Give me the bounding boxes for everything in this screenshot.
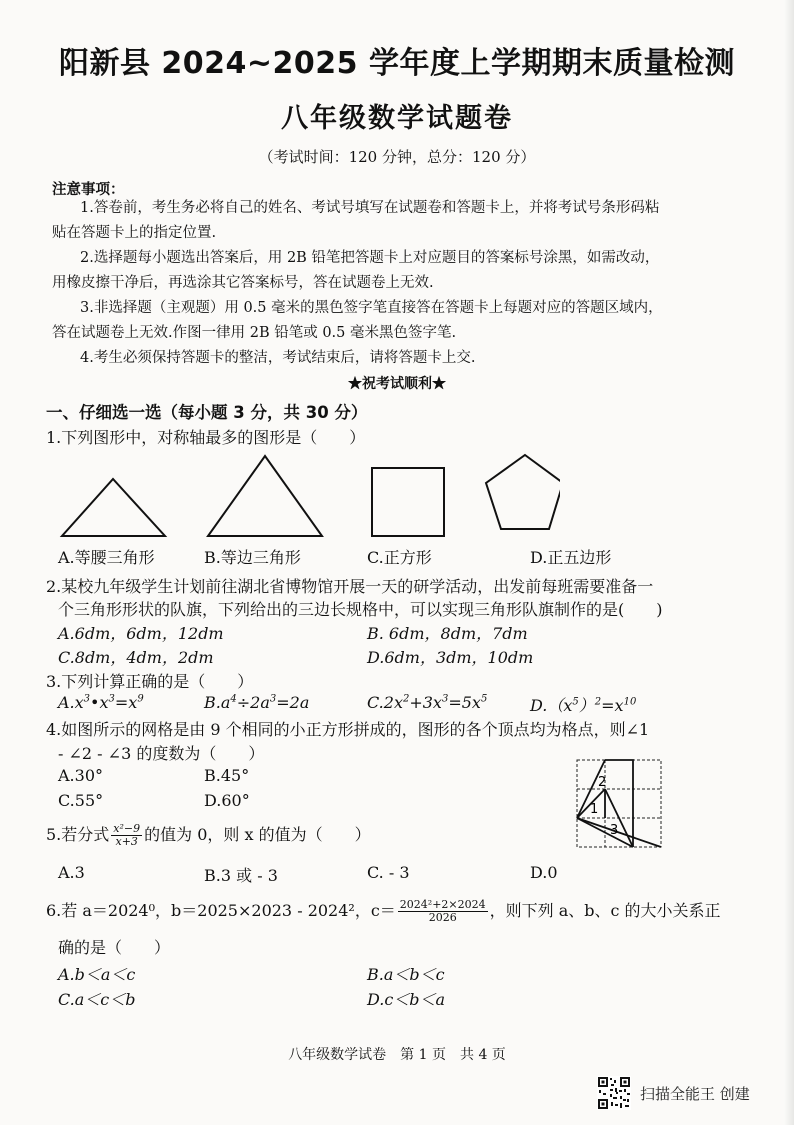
q2-option-b: B. 6dm，8dm，7dm bbox=[367, 624, 528, 643]
q4-stem-line1: 4.如图所示的网格是由 9 个相同的小正方形拼成的，图形的各个顶点均为格点，则∠1 bbox=[46, 720, 650, 739]
q6-option-d: D.c＜b＜a bbox=[367, 990, 446, 1009]
q4-stem-line2: - ∠2 - ∠3 的度数为（ ） bbox=[58, 744, 265, 763]
notice-line-3: 2.选择题每小题选出答案后，用 2B 铅笔把答题卡上对应题目的答案标号涂黑，如需改动， bbox=[80, 250, 660, 266]
q5-fraction: $\frac{\text{x²−9}}{x+3}$ bbox=[113, 822, 141, 848]
qr-code-icon bbox=[597, 1076, 631, 1110]
blessing: ★祝考试顺利★ bbox=[348, 376, 446, 392]
q1-figures bbox=[40, 450, 560, 542]
square bbox=[372, 468, 444, 536]
q3-option-a: $A.x^3•x^3=x^9$ bbox=[58, 693, 144, 712]
q5-option-a: A.3 bbox=[58, 863, 85, 882]
notice-line-6: 答在试题卷上无效.作图一律用 2B 铅笔或 0.5 毫米黑色签字笔. bbox=[52, 325, 457, 341]
q1-option-b: B.等边三角形 bbox=[204, 548, 301, 567]
q1-option-d: D.正五边形 bbox=[530, 548, 612, 567]
q4-option-d: D.60° bbox=[204, 791, 250, 810]
q5-option-d: D.0 bbox=[530, 863, 558, 882]
q2-stem-line2: 个三角形形状的队旗，下列给出的三边长规格中，可以实现三角形队旗制作的是( ) bbox=[58, 600, 663, 619]
q6-stem-line2: 确的是（ ） bbox=[58, 938, 171, 957]
q3-option-b: $B.a^4\div 2a^3=2a$ bbox=[204, 693, 310, 712]
q3-option-c: $C.2x^2+3x^3=5x^5$ bbox=[367, 693, 488, 712]
q5-option-b: B.3 或 - 3 bbox=[204, 866, 278, 885]
angle-label-2: 2 bbox=[598, 775, 607, 790]
exam-subtitle: 八年级数学试题卷 bbox=[281, 103, 513, 134]
q6-option-a: A.b＜a＜c bbox=[58, 965, 136, 984]
q4-option-a: A.30° bbox=[58, 766, 103, 785]
notice-line-5: 3.非选择题（主观题）用 0.5 毫米的黑色签字笔直接答在答题卡上每题对应的答题区域内， bbox=[80, 300, 663, 316]
angle-label-3: 3 bbox=[610, 823, 619, 838]
q2-option-c: C.8dm，4dm，2dm bbox=[58, 648, 214, 667]
notice-line-2: 贴在答题卡上的指定位置. bbox=[52, 225, 217, 241]
q3-option-d: $D.(x^5)^2=x^{10}$ bbox=[530, 696, 637, 715]
q6-option-c: C.a＜c＜b bbox=[58, 990, 136, 1009]
notice-heading: 注意事项： bbox=[52, 181, 125, 198]
q5-stem: 5.若分式 $\frac{\text{x²−9}}{x+3}$ 的值为 0，则 x 的值为（ ） bbox=[46, 822, 371, 848]
isosceles-triangle bbox=[62, 479, 165, 536]
q4-grid-figure bbox=[574, 757, 664, 851]
q1-stem: 1.下列图形中，对称轴最多的图形是（ ） bbox=[46, 428, 366, 447]
q6-option-b: B.a＜b＜c bbox=[367, 965, 445, 984]
scanner-watermark: 扫描全能王 创建 bbox=[640, 1085, 750, 1103]
notice-line-1: 1.答卷前，考生务必将自己的姓名、考试号填写在试题卷和答题卡上，并将考试号条形码粘 bbox=[80, 200, 660, 216]
q6-fraction: $\frac{\text{2024²+2×2024}}{2026}$ bbox=[399, 898, 486, 924]
q4-option-c: C.55° bbox=[58, 791, 104, 810]
q2-stem-line1: 2.某校九年级学生计划前往湖北省博物馆开展一天的研学活动，出发前每班需要准备一 bbox=[46, 577, 654, 596]
q6-stem: 6.若 a＝2024⁰，b＝2025×2023 - 2024²，c＝ $\frac{\text{2024²+2×2024}}{2026}$ ，则下列 a、b、c 的大小关系正 bbox=[46, 898, 721, 924]
q1-option-c: C.正方形 bbox=[367, 548, 432, 567]
q5-option-c: C. - 3 bbox=[367, 863, 410, 882]
page-footer: 八年级数学试卷 第 1 页 共 4 页 bbox=[288, 1047, 506, 1063]
notice-line-7: 4.考生必须保持答题卡的整洁，考试结束后，请将答题卡上交. bbox=[80, 350, 476, 366]
section-heading: 一、仔细选一选（每小题 3 分，共 30 分） bbox=[46, 403, 368, 422]
exam-info: （考试时间：120 分钟，总分：120 分） bbox=[258, 148, 536, 166]
angle-label-1: 1 bbox=[590, 802, 599, 817]
q2-option-a: A.6dm，6dm，12dm bbox=[58, 624, 224, 643]
equilateral-triangle bbox=[208, 456, 322, 536]
notice-line-4: 用橡皮擦干净后，再选涂其它答案标号，答在试题卷上无效. bbox=[52, 275, 434, 291]
exam-title: 阳新县 2024~2025 学年度上学期期末质量检测 bbox=[58, 46, 736, 81]
q4-option-b: B.45° bbox=[204, 766, 250, 785]
scan-edge-shadow bbox=[784, 0, 794, 1125]
q1-option-a: A.等腰三角形 bbox=[58, 548, 155, 567]
q2-option-d: D.6dm，3dm，10dm bbox=[367, 648, 534, 667]
regular-pentagon bbox=[486, 455, 560, 529]
q3-stem: 3.下列计算正确的是（ ） bbox=[46, 672, 254, 691]
